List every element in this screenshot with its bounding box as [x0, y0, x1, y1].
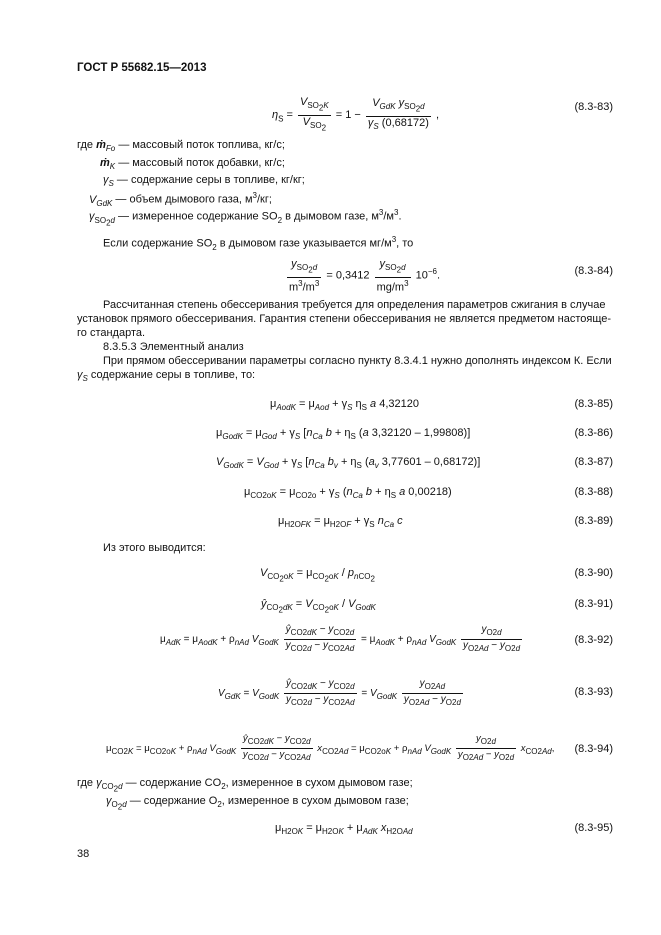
- equation-number: (8.3-89): [574, 515, 613, 527]
- equation-number: (8.3-83): [574, 101, 613, 113]
- equation-8-3-95: $\mu_{H2OK} = \mu_{H2OK} + \mu_{AdK}$ $x_{H2OAd}$: [275, 822, 413, 837]
- equation-8-3-87: $V_{GodK} = V_{God} + \gamma_S$ [$n_{Ca}$ $b_v + \eta_S$ ($a_v$ 3,77601 – 0,68172)]: [216, 456, 481, 471]
- definition-sulfur-content: $\gamma_S$ — содержание серы в топливе, кг/кг;: [103, 174, 305, 189]
- equation-8-3-93: $V_{GdK} = V_{GodK}$ $\frac{ŷ_{CO2dK} - y_{CO2d}}{y_{CO2d} - y_{CO2Ad}}$ = $V_{GodK}$ $\frac{y_{O2Ad}}{y_{O2Ad} - y_{O2d}}$: [218, 678, 461, 707]
- equation-8-3-88: $\mu_{CO2oK} = \mu_{CO2o} + \gamma_S$ ($n_{Ca}$ $b + \eta_S$ a 0,00218): [244, 486, 452, 501]
- section-heading: 8.3.5.3 Элементный анализ: [103, 341, 244, 353]
- equation-number: (8.3-87): [574, 456, 613, 468]
- equation-8-3-92: $\mu_{AdK} = \mu_{AodK} + \rho_{nAd}$ $V_{GodK}$ $\frac{ŷ_{CO2dK} - y_{CO2d}}{y_{CO2d} - y_{CO2Ad}}$ = $\mu_{AodK} + \rho_{nAd}$ $V_{GodK}$ $\frac{y_{O2d}}{y_{O2Ad} - y_{O2d}}$: [160, 624, 521, 653]
- page-number: 38: [77, 848, 90, 860]
- definition-co2-content: где $\gamma_{CO_2d}$ — содержание $CO_2$, измеренное в сухом дымовом газе;: [77, 777, 413, 794]
- equation-number: (8.3-86): [574, 427, 613, 439]
- equation-number: (8.3-91): [574, 598, 613, 610]
- equation-8-3-94: $\mu_{CO2K} = \mu_{CO2oK} + \rho_{nAd}$ $V_{GodK}$ $\frac{ŷ_{CO2dK} - y_{CO2d}}{y_{CO2d} - y_{CO2Ad}}$ $x_{CO2Ad} = \mu_{CO2oK} + \rho_{nAd}$ $V_{GodK}$ $\frac{y_{O2d}}{y_{O2Ad} - y_{O2d}}$ $x_{CO2Ad}$,: [106, 733, 555, 762]
- equation-8-3-84: $\frac{y_{SO_2d}}{m^3/m^3}$ = 0,3412 $\frac{y_{SO_2d}}{mg/m^3}$ $10^{-6}$.: [289, 258, 440, 294]
- paragraph-direct-desulfurization-cont: $\gamma_S$ содержание серы в топливе, то:: [77, 369, 256, 384]
- equation-8-3-90: $V_{CO_2oK} = \mu_{CO_2oK} / p_{nCO_2}$: [260, 567, 375, 584]
- definition-fuel-mass-flow: где ṁ$_{Fo}$ — массовый поток топлива, кг/с;: [77, 139, 285, 154]
- equation-number: (8.3-93): [574, 686, 613, 698]
- equation-8-3-85: $\mu_{AodK} = \mu_{Aod} + \gamma_S$ $\eta_S$ a 4,32120: [270, 398, 419, 413]
- definition-so2-measured: $\gamma_{SO_2d}$ — измеренное содержание $SO_2$ в дымовом газе, $м^3/м^3$.: [89, 208, 402, 228]
- paragraph-so2-units: Если содержание $SO_2$ в дымовом газе указывается $мг/м^3$, то: [103, 235, 414, 252]
- equation-number: (8.3-90): [574, 567, 613, 579]
- equation-number: (8.3-92): [574, 634, 613, 646]
- equation-number: (8.3-95): [574, 822, 613, 834]
- paragraph-direct-desulfurization: При прямом обессеривании параметры согласно пункту 8.3.4.1 нужно дополнять индексом К. Если: [103, 355, 612, 367]
- definition-o2-content: $\gamma_{O_2d}$ — содержание $O_2$, измеренное в сухом дымовом газе;: [106, 795, 409, 812]
- paragraph-desulfurization-degree: Рассчитанная степень обессеривания требуется для определения параметров сжигания в случае установок прямого обессеривания. Гарантия степени обессеривания не является предметом настояще-го стандарта.: [77, 299, 612, 339]
- paragraph-derivation: Из этого выводится:: [103, 542, 206, 554]
- equation-8-3-91: $ŷ_{CO_2dK} = V_{CO_2oK} / V_{GodK}$: [261, 598, 376, 615]
- equation-8-3-89: $\mu_{H2OFK} = \mu_{H2OF} + \gamma_S$ $n_{Ca}$ c: [278, 515, 403, 530]
- equation-number: (8.3-85): [574, 398, 613, 410]
- equation-number: (8.3-84): [574, 265, 613, 277]
- document-header: ГОСТ Р 55682.15—2013: [77, 62, 207, 74]
- definition-additive-mass-flow: ṁ$_K$ — массовый поток добавки, кг/с;: [100, 157, 285, 172]
- equation-8-3-83: $\eta_S$ = $\frac{V_{SO_2K}}{V_{SO_2}}$ = 1 − $\frac{V_{GdK} y_{SO_2d}}{\gamma_S (0,68172)}$ ,: [272, 96, 440, 133]
- equation-8-3-86: $\mu_{GodK} = \mu_{God} + \gamma_S$ [$n_{Ca}$ $b + \eta_S$ (a 3,32120 – 1,99808)]: [216, 427, 471, 442]
- equation-number: (8.3-94): [574, 743, 613, 755]
- equation-number: (8.3-88): [574, 486, 613, 498]
- definition-flue-gas-volume: $V_{GdK}$ — объем дымового газа, $м^3/кг$;: [89, 191, 272, 208]
